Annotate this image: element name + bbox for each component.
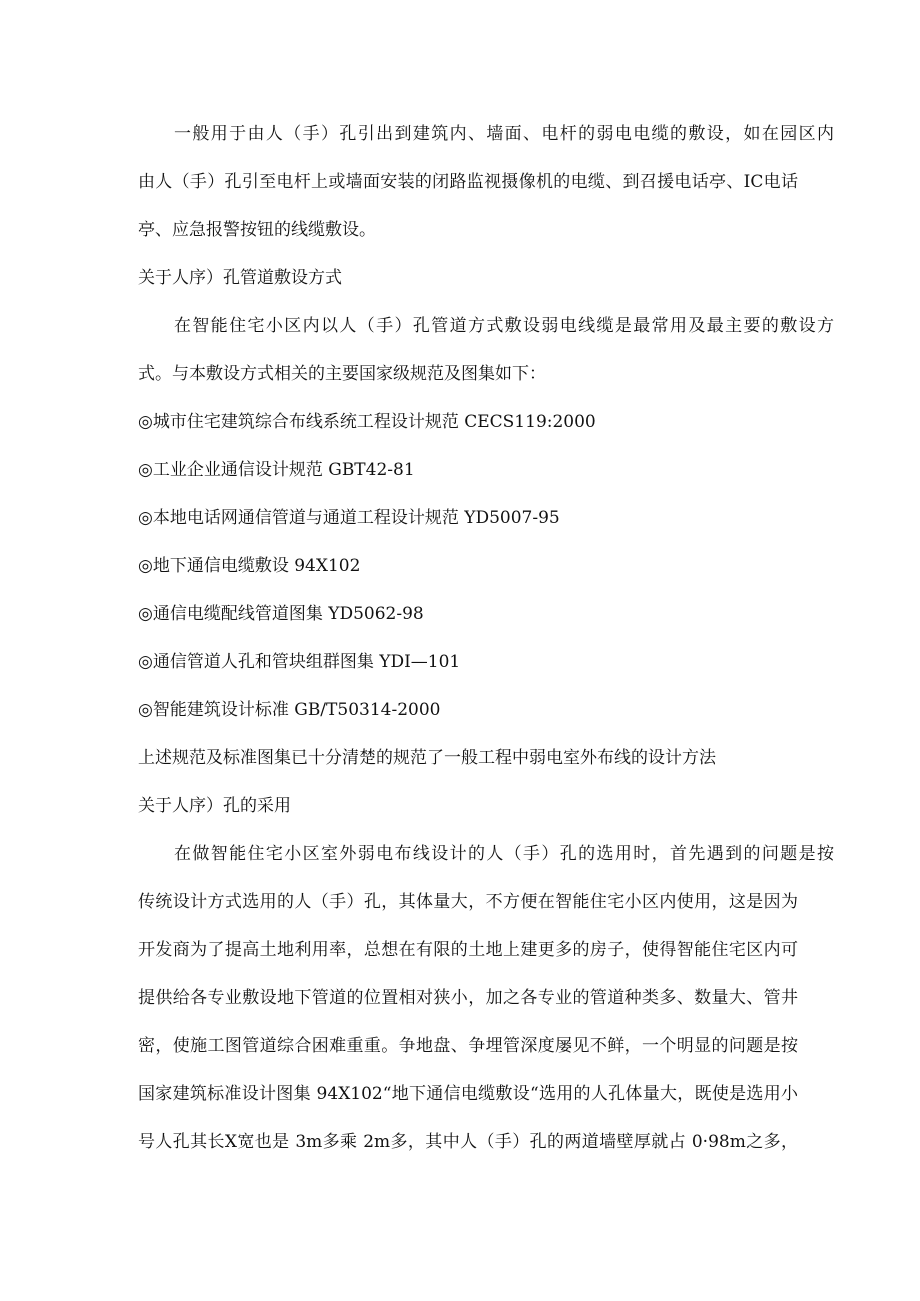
paragraph-line: 号人孔其长X宽也是 3m多乘 2m多，其中人（手）孔的两道墙壁厚就占 0·98m之多， <box>138 1132 798 1152</box>
paragraph-line: 开发商为了提高土地利用率，总想在有限的土地上建更多的房子，使得智能住宅区内可 <box>138 940 798 960</box>
section-heading: 关于人序）孔的采用 <box>138 796 291 816</box>
paragraph-line: 由人（手）孔引至电杆上或墙面安装的闭路监视摄像机的电缆、到召援电话亭、IC电话 <box>138 172 798 192</box>
paragraph-line: 式。与本敷设方式相关的主要国家级规范及图集如下： <box>138 364 546 384</box>
paragraph-line: 国家建筑标准设计图集 94X102“地下通信电缆敷设“选用的人孔体量大，既使是选用小 <box>138 1084 798 1104</box>
paragraph-line: 一般用于由人（手）孔引出到建筑内、墙面、电杆的弱电电缆的敷设，如在园区内 <box>174 124 834 144</box>
standard-list-item: ◎地下通信电缆敷设 94X102 <box>138 556 361 576</box>
standard-list-item: ◎本地电话网通信管道与通道工程设计规范 YD5007-95 <box>138 508 560 528</box>
standard-list-item: ◎智能建筑设计标准 GB/T50314-2000 <box>138 700 441 720</box>
standard-list-item: ◎工业企业通信设计规范 GBT42-81 <box>138 460 415 480</box>
paragraph-line: 密，使施工图管道综合困难重重。争地盘、争埋管深度屡见不鲜，一个明显的问题是按 <box>138 1036 798 1056</box>
standard-list-item: ◎城市住宅建筑综合布线系统工程设计规范 CECS119:2000 <box>138 412 596 432</box>
paragraph-line: 传统设计方式选用的人（手）孔，其体量大，不方便在智能住宅小区内使用，这是因为 <box>138 892 798 912</box>
paragraph-line: 在智能住宅小区内以人（手）孔管道方式敷设弱电线缆是最常用及最主要的敷设方 <box>174 316 834 336</box>
standard-list-item: ◎通信管道人孔和管块组群图集 YDI—101 <box>138 652 461 672</box>
paragraph-line: 上述规范及标准图集已十分清楚的规范了一般工程中弱电室外布线的设计方法 <box>138 748 716 768</box>
section-heading: 关于人序）孔管道敷设方式 <box>138 268 342 288</box>
paragraph-line: 在做智能住宅小区室外弱电布线设计的人（手）孔的选用时，首先遇到的问题是按 <box>174 844 834 864</box>
paragraph-line: 提供给各专业敷设地下管道的位置相对狭小，加之各专业的管道种类多、数量大、管井 <box>138 988 798 1008</box>
standard-list-item: ◎通信电缆配线管道图集 YD5062-98 <box>138 604 424 624</box>
paragraph-line: 亭、应急报警按钮的线缆敷设。 <box>138 220 376 240</box>
